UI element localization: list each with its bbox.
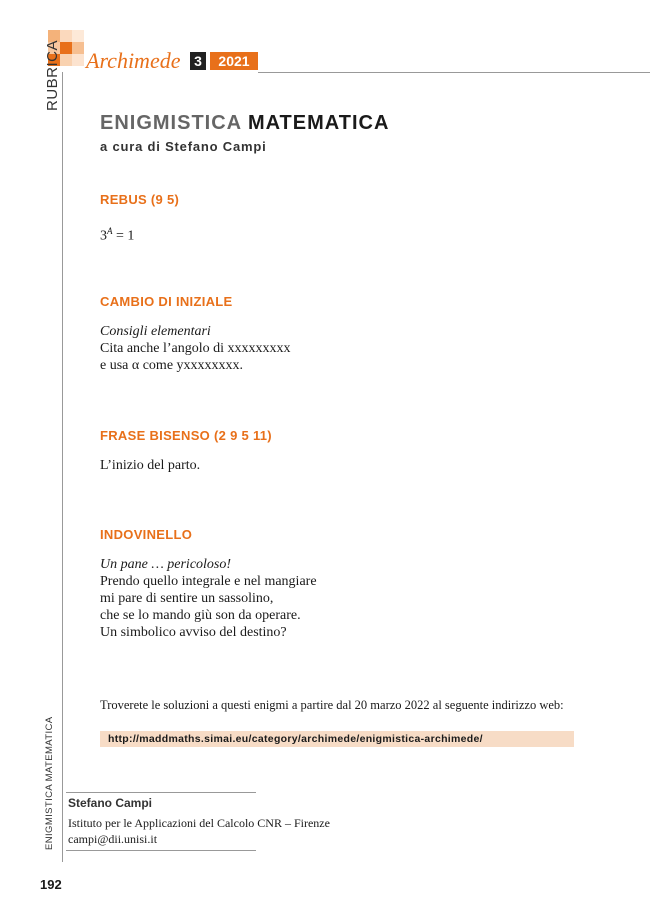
page-subtitle: a cura di Stefano Campi xyxy=(100,139,267,154)
page-title xyxy=(100,112,389,135)
rebus-heading: REBUS (9 5) xyxy=(100,192,180,207)
journal-name: Archimede xyxy=(86,48,181,73)
rebus-exponent: A xyxy=(107,226,113,236)
cambio-line: Cita anche l’angolo di xxxxxxxxx xyxy=(100,341,291,356)
author-divider-bottom xyxy=(66,850,256,851)
cambio-heading: CAMBIO DI INIZIALE xyxy=(100,294,233,309)
solutions-note: Troverete le soluzioni a questi enigmi a partire dal 20 marzo 2022 al seguente indirizzo web: xyxy=(100,698,564,712)
author-details xyxy=(68,815,330,847)
indovinello-line: Un simbolico avviso del destino? xyxy=(100,625,287,640)
year-badge: 2021 xyxy=(210,52,258,70)
indovinello-subtitle: Un pane … pericoloso! xyxy=(100,557,232,572)
indovinello-line: Prendo quello integrale e nel mangiare xyxy=(100,574,317,589)
author-name: Stefano Campi xyxy=(68,796,153,810)
left-margin-rule xyxy=(62,72,63,862)
indovinello-heading: INDOVINELLO xyxy=(100,527,193,542)
indovinello-body xyxy=(100,556,317,641)
cambio-line: e usa α come yxxxxxxxx. xyxy=(100,358,244,373)
cambio-subtitle: Consigli elementari xyxy=(100,324,211,339)
solutions-url-link[interactable]: http://maddmaths.simai.eu/category/archimede/enigmistica-archimede/ xyxy=(100,731,574,747)
rebus-rest: = 1 xyxy=(112,228,135,244)
issue-badge: 3 xyxy=(190,52,206,70)
page-number: 192 xyxy=(40,877,62,892)
indovinello-line: che se lo mando giù son da operare. xyxy=(100,608,301,623)
title-part-2: MATEMATICA xyxy=(247,112,390,134)
frase-text: L’inizio del parto. xyxy=(100,458,201,473)
title-part-1: ENIGMISTICA xyxy=(100,112,242,134)
author-divider-top xyxy=(66,792,256,793)
rebus-expression xyxy=(100,226,134,245)
header-divider xyxy=(258,72,650,73)
section-vertical-label: RUBRICA xyxy=(44,39,61,111)
cambio-body xyxy=(100,323,291,374)
frase-heading: FRASE BISENSO (2 9 5 11) xyxy=(100,428,272,443)
author-email-link[interactable]: campi@dii.unisi.it xyxy=(68,832,158,846)
indovinello-line: mi pare di sentire un sassolino, xyxy=(100,591,274,606)
rebus-base: 3 xyxy=(100,228,107,244)
side-section-label: ENIGMISTICA MATEMATICA xyxy=(44,716,55,850)
author-affiliation: Istituto per le Applicazioni del Calcolo CNR – Firenze xyxy=(68,816,330,830)
